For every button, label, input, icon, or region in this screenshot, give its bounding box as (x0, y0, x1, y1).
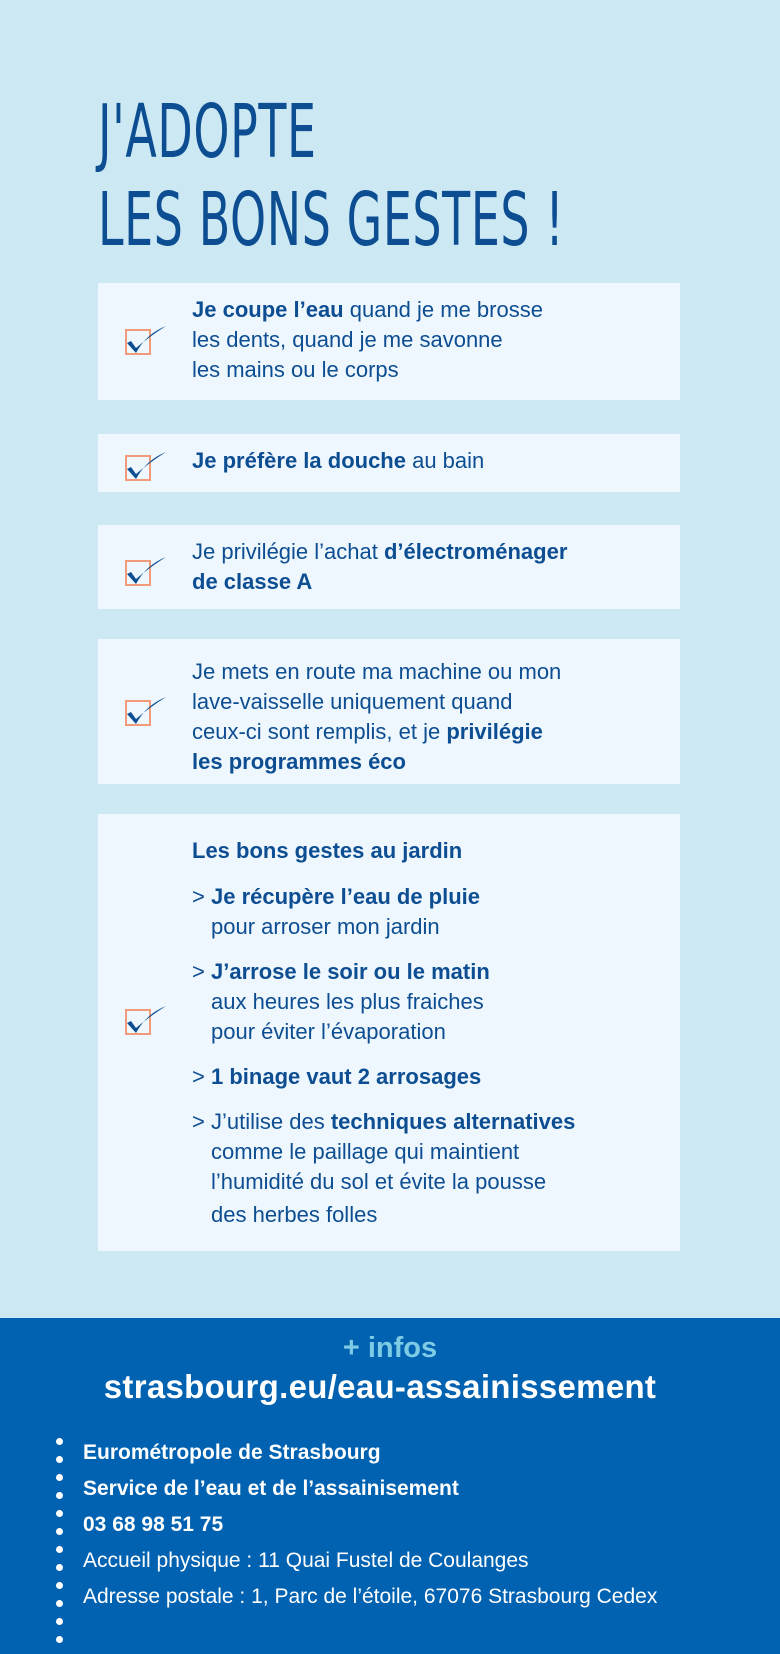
tip-text (192, 657, 650, 777)
arrow-bullet-icon: > (192, 959, 205, 984)
tip-rest: au bain (405, 448, 485, 473)
checkbox-checked-icon (124, 555, 154, 583)
tip-card-shower (98, 434, 680, 492)
tip-line: les mains ou le corps (192, 357, 399, 382)
tip-bold: d’électroménager (383, 539, 568, 564)
item-bold: 1 binage vaut 2 arrosages (211, 1064, 482, 1089)
tip-line: lave-vaisselle uniquement quand (192, 689, 513, 714)
item-line: comme le paillage qui maintient (211, 1139, 520, 1164)
website-link[interactable]: strasbourg.eu/eau-assainissement (103, 1368, 657, 1405)
tip-card-appliance (98, 525, 680, 609)
tip-card-dishwasher (98, 639, 680, 784)
item-bold: J’arrose le soir ou le matin (211, 959, 490, 984)
title-line-2: LES BONS GESTES ! (98, 177, 565, 263)
tip-bold: les programmes éco (192, 749, 406, 774)
service-name: Service de l’eau et de l’assainisement (83, 1477, 459, 1500)
tip-text (192, 446, 650, 476)
arrow-bullet-icon: > (192, 1109, 205, 1134)
arrow-bullet-icon: > (192, 1064, 205, 1089)
tip-rest: Je privilégie l’achat (192, 539, 384, 564)
checkbox-checked-icon (124, 450, 154, 478)
item-line: aux heures les plus fraiches (211, 989, 484, 1014)
physical-address: Accueil physique : 11 Quai Fustel de Coulanges (83, 1549, 529, 1572)
item-line: des herbes folles (211, 1202, 378, 1227)
dotted-line-decoration (56, 1438, 66, 1654)
tip-bold: Je coupe l’eau (192, 297, 344, 322)
tip-text (192, 537, 650, 597)
tip-bold: Je préfère la douche (192, 448, 406, 473)
tip-line: les dents, quand je me savonne (192, 327, 503, 352)
item-rest: J’utilise des (211, 1109, 331, 1134)
garden-title: Les bons gestes au jardin (192, 838, 463, 863)
postal-address: Adresse postale : 1, Parc de l’étoile, 67076 Strasbourg Cedex (83, 1585, 658, 1608)
tip-rest: ceux-ci sont remplis, et je (192, 719, 447, 744)
list-item (192, 1062, 650, 1092)
checkbox-checked-icon (124, 695, 154, 723)
list-item (192, 882, 650, 942)
item-line: l’humidité du sol et évite la pousse (211, 1169, 547, 1194)
list-item (192, 957, 650, 1047)
item-line: pour éviter l’évaporation (211, 1019, 446, 1044)
item-line: pour arroser mon jardin (211, 914, 440, 939)
info-footer (0, 1318, 780, 1654)
page-title (98, 88, 564, 264)
checkbox-checked-icon (124, 324, 154, 352)
tip-card-brushing (98, 283, 680, 400)
arrow-bullet-icon: > (192, 884, 205, 909)
plus-infos-label: + infos (342, 1332, 438, 1364)
item-bold: Je récupère l’eau de pluie (211, 884, 481, 909)
tip-rest: quand je me brosse (343, 297, 543, 322)
phone-number[interactable]: 03 68 98 51 75 (83, 1513, 224, 1536)
tip-bold: de classe A (192, 569, 313, 594)
checkbox-checked-icon (124, 1004, 154, 1032)
garden-list (192, 836, 650, 1230)
list-item (192, 1107, 650, 1230)
tip-bold: privilégie (446, 719, 543, 744)
item-bold: techniques alternatives (330, 1109, 576, 1134)
title-line-1: J'ADOPTE (98, 89, 317, 175)
tip-card-garden (98, 814, 680, 1251)
tip-line: Je mets en route ma machine ou mon (192, 659, 562, 684)
tip-text (192, 295, 650, 385)
org-name: Eurométropole de Strasbourg (83, 1441, 381, 1464)
